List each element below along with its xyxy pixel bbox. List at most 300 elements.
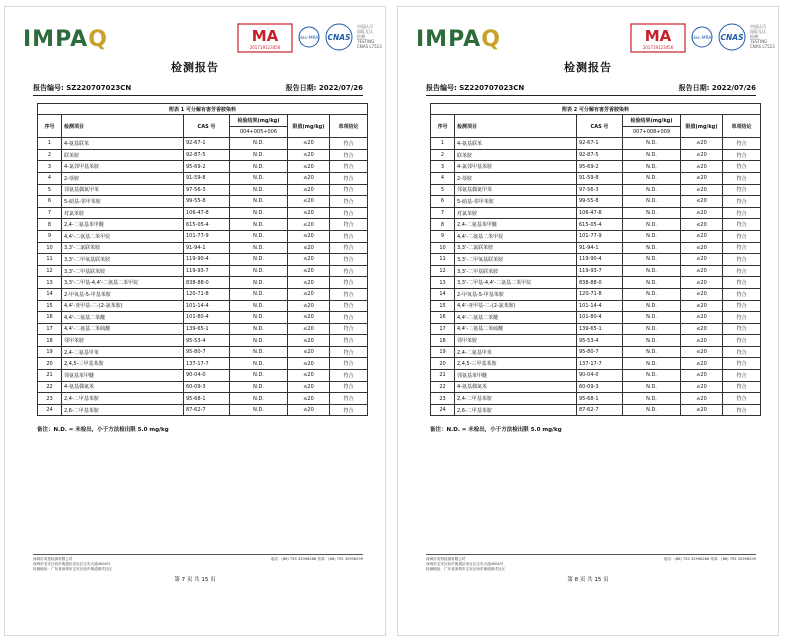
limit-value: ≤20 (681, 335, 723, 347)
logo-letter-q: Q (481, 27, 501, 52)
col-header-result: 检验结果(mg/kg) (230, 115, 288, 127)
footer-phone: 电话：(86) 755 32998288 传真：(86) 755 32998299 (663, 557, 756, 561)
report-meta (33, 83, 363, 95)
result-value: N.D. (623, 184, 681, 196)
cas-number: 91-59-8 (577, 172, 623, 184)
cert-caption-line: 检测 (750, 34, 758, 39)
cas-number: 139-65-1 (184, 323, 230, 335)
sample-ids: 004+005+006 (230, 126, 288, 138)
col-header-limit: 限值(mg/kg) (288, 115, 330, 138)
row-number: 16 (431, 312, 455, 324)
conclusion-value: 符合 (723, 161, 761, 173)
test-item: 2-萘胺 (455, 172, 577, 184)
result-value: N.D. (623, 288, 681, 300)
row-number: 3 (38, 161, 62, 173)
table-row (38, 381, 368, 393)
limit-value: ≤20 (288, 346, 330, 358)
conclusion-value: 符合 (723, 370, 761, 382)
cnas-text: CNAS (720, 33, 744, 42)
table-row (38, 358, 368, 370)
row-number: 17 (38, 323, 62, 335)
result-value: N.D. (623, 358, 681, 370)
row-number: 7 (38, 207, 62, 219)
table-row (431, 370, 761, 382)
row-number: 22 (38, 381, 62, 393)
cas-number: 101-14-4 (184, 300, 230, 312)
row-number: 9 (38, 230, 62, 242)
row-number: 23 (38, 393, 62, 405)
footer-line: 深圳市英柏检测有限公司 (33, 557, 73, 561)
test-item: 2,6-二甲基苯胺 (455, 404, 577, 416)
row-number: 18 (38, 335, 62, 347)
result-value: N.D. (230, 335, 288, 347)
ilac-logo (297, 23, 321, 53)
result-value: N.D. (230, 393, 288, 405)
test-item: 2,4-二甲基苯胺 (455, 393, 577, 405)
result-value: N.D. (230, 265, 288, 277)
limit-value: ≤20 (288, 393, 330, 405)
test-item: 2,4,5-三甲基苯胺 (455, 358, 577, 370)
cert-caption-line: 中国认可 (750, 24, 766, 29)
cas-number: 101-14-4 (577, 300, 623, 312)
table-row (38, 196, 368, 208)
table-row (38, 300, 368, 312)
cas-number: 119-90-4 (184, 254, 230, 266)
result-value: N.D. (230, 370, 288, 382)
row-number: 12 (38, 265, 62, 277)
limit-value: ≤20 (681, 288, 723, 300)
col-header-result: 检验结果(mg/kg) (623, 115, 681, 127)
test-item: 3,3'-二甲氧基联苯胺 (62, 254, 184, 266)
result-value: N.D. (623, 393, 681, 405)
test-item: 4-氨基偶氮苯 (62, 381, 184, 393)
test-item: 3,3'-二甲氧基联苯胺 (455, 254, 577, 266)
limit-value: ≤20 (288, 207, 330, 219)
limit-value: ≤20 (681, 230, 723, 242)
row-number: 17 (431, 323, 455, 335)
row-number: 2 (38, 149, 62, 161)
results-table (37, 103, 368, 416)
ma-code: 201719123456 (642, 45, 674, 50)
table-row (431, 277, 761, 289)
limit-value: ≤20 (681, 300, 723, 312)
result-value: N.D. (230, 277, 288, 289)
col-header-conclusion: 单项结论 (330, 115, 368, 138)
result-value: N.D. (623, 277, 681, 289)
cas-number: 139-65-1 (577, 323, 623, 335)
limit-value: ≤20 (288, 335, 330, 347)
result-value: N.D. (623, 230, 681, 242)
row-number: 3 (431, 161, 455, 173)
limit-value: ≤20 (681, 312, 723, 324)
limit-value: ≤20 (288, 149, 330, 161)
footer-phone: 电话：(86) 755 32998288 传真：(86) 755 32998299 (270, 557, 363, 561)
ma-cert-logo (237, 23, 293, 53)
test-item: 2-甲氧基-5-甲基苯胺 (62, 288, 184, 300)
table-row (38, 335, 368, 347)
page-number: 第 8 页 共 15 页 (567, 577, 609, 583)
test-item: 对氯苯胺 (455, 207, 577, 219)
row-number: 22 (431, 381, 455, 393)
test-item: 2,4-二氨基苯甲醚 (62, 219, 184, 231)
table-row (431, 207, 761, 219)
limit-value: ≤20 (681, 172, 723, 184)
ilac-text: ilac-MRA (692, 36, 712, 41)
test-item: 4,4'-二氨基二苯硫醚 (62, 323, 184, 335)
table-row (431, 346, 761, 358)
conclusion-value: 符合 (723, 184, 761, 196)
row-number: 20 (38, 358, 62, 370)
cas-number: 838-88-0 (577, 277, 623, 289)
row-number: 7 (431, 207, 455, 219)
result-value: N.D. (230, 138, 288, 150)
test-item: 邻甲苯胺 (62, 335, 184, 347)
conclusion-value: 符合 (330, 219, 368, 231)
col-header-cas: CAS 号 (184, 115, 230, 138)
cert-caption-line: TESTING (357, 39, 375, 44)
row-number: 4 (431, 172, 455, 184)
limit-value: ≤20 (288, 277, 330, 289)
table-row (38, 161, 368, 173)
ilac-text: ilac-MRA (299, 36, 319, 41)
cert-caption-line: CNAS L7523 (750, 44, 775, 49)
row-number: 14 (38, 288, 62, 300)
report-number: 报告编号: SZ220707023CN (426, 84, 525, 92)
footer-divider (33, 554, 363, 555)
conclusion-value: 符合 (330, 172, 368, 184)
conclusion-value: 符合 (723, 300, 761, 312)
conclusion-value: 符合 (723, 346, 761, 358)
conclusion-value: 符合 (723, 288, 761, 300)
limit-value: ≤20 (681, 184, 723, 196)
result-value: N.D. (230, 323, 288, 335)
limit-value: ≤20 (681, 219, 723, 231)
table-row (431, 172, 761, 184)
result-value: N.D. (230, 288, 288, 300)
conclusion-value: 符合 (330, 312, 368, 324)
cas-number: 101-80-4 (184, 312, 230, 324)
report-date: 报告日期: 2022/07/26 (285, 84, 363, 92)
table-row (431, 242, 761, 254)
table-header-row (38, 115, 368, 127)
test-item: 对氯苯胺 (62, 207, 184, 219)
table-row (431, 404, 761, 416)
ma-code: 201719123456 (249, 45, 281, 50)
conclusion-value: 符合 (723, 393, 761, 405)
result-value: N.D. (623, 207, 681, 219)
col-header-limit: 限值(mg/kg) (681, 115, 723, 138)
cert-caption (357, 24, 385, 49)
result-value: N.D. (623, 335, 681, 347)
impaq-logo: IMPAQ (416, 27, 501, 52)
footer-line: 检测地址：广东省深圳市宝安区西乡街道固戍社区 (426, 567, 506, 572)
result-value: N.D. (230, 346, 288, 358)
cnas-text: CNAS (327, 33, 351, 42)
result-value: N.D. (623, 161, 681, 173)
test-item: 2,4-二甲基苯胺 (62, 393, 184, 405)
report-page-7 (4, 6, 386, 636)
table-row (38, 265, 368, 277)
table-row (431, 335, 761, 347)
conclusion-value: 符合 (723, 254, 761, 266)
report-title: 检测报告 (171, 61, 219, 74)
table-row (431, 265, 761, 277)
limit-value: ≤20 (288, 312, 330, 324)
table-row (38, 149, 368, 161)
conclusion-value: 符合 (330, 370, 368, 382)
limit-value: ≤20 (681, 161, 723, 173)
table-caption: 附表 1 可分解有害芳香胺染料 (38, 104, 368, 115)
cas-number: 119-93-7 (577, 265, 623, 277)
cas-number: 95-69-2 (577, 161, 623, 173)
cas-number: 97-56-3 (184, 184, 230, 196)
limit-value: ≤20 (288, 381, 330, 393)
result-value: N.D. (623, 404, 681, 416)
test-item: 4-氯邻甲基苯胺 (455, 161, 577, 173)
table-row (38, 254, 368, 266)
row-number: 8 (431, 219, 455, 231)
row-number: 23 (431, 393, 455, 405)
table-row (431, 184, 761, 196)
row-number: 19 (431, 346, 455, 358)
results-table (430, 103, 761, 416)
limit-value: ≤20 (681, 277, 723, 289)
table-row (431, 358, 761, 370)
result-value: N.D. (230, 196, 288, 208)
test-item: 邻氨基苯甲醚 (62, 370, 184, 382)
cas-number: 838-88-0 (184, 277, 230, 289)
result-value: N.D. (623, 312, 681, 324)
test-item: 3,3'-二氯联苯胺 (62, 242, 184, 254)
limit-value: ≤20 (681, 149, 723, 161)
table-header-row (431, 115, 761, 127)
table-row (431, 138, 761, 150)
limit-value: ≤20 (288, 370, 330, 382)
limit-value: ≤20 (288, 172, 330, 184)
result-value: N.D. (623, 219, 681, 231)
cas-number: 92-67-1 (184, 138, 230, 150)
row-number: 21 (38, 370, 62, 382)
table-row (38, 172, 368, 184)
conclusion-value: 符合 (330, 184, 368, 196)
cas-number: 91-94-1 (577, 242, 623, 254)
limit-value: ≤20 (288, 265, 330, 277)
limit-value: ≤20 (681, 381, 723, 393)
col-header-conclusion: 单项结论 (723, 115, 761, 138)
page-number: 第 7 页 共 15 页 (174, 577, 216, 583)
cert-caption-line: 中国认可 (357, 24, 373, 29)
table-row (38, 312, 368, 324)
test-item: 4,4'-亚甲基-二-(2-氯苯胺) (62, 300, 184, 312)
cnas-logo (323, 23, 355, 53)
conclusion-value: 符合 (723, 277, 761, 289)
conclusion-value: 符合 (723, 335, 761, 347)
result-value: N.D. (623, 300, 681, 312)
cas-number: 95-68-1 (577, 393, 623, 405)
cas-number: 95-80-7 (184, 346, 230, 358)
result-value: N.D. (623, 149, 681, 161)
cas-number: 95-69-2 (184, 161, 230, 173)
ma-text: MA (251, 27, 279, 45)
footer-divider (426, 554, 756, 555)
cas-number: 119-90-4 (577, 254, 623, 266)
limit-value: ≤20 (288, 300, 330, 312)
conclusion-value: 符合 (723, 196, 761, 208)
remark-note: 备注：N.D. = 未检出，小于方法检出限 5.0 mg/kg (37, 427, 169, 433)
table-row (431, 254, 761, 266)
limit-value: ≤20 (288, 230, 330, 242)
limit-value: ≤20 (288, 138, 330, 150)
table-row (38, 346, 368, 358)
row-number: 15 (431, 300, 455, 312)
table-row (38, 138, 368, 150)
cas-number: 99-55-8 (184, 196, 230, 208)
limit-value: ≤20 (681, 393, 723, 405)
conclusion-value: 符合 (330, 404, 368, 416)
cas-number: 120-71-8 (577, 288, 623, 300)
limit-value: ≤20 (288, 219, 330, 231)
test-item: 2-萘胺 (62, 172, 184, 184)
footer-line: 检测地址：广东省深圳市宝安区西乡街道固戍社区 (33, 567, 113, 572)
report-page-8 (397, 6, 779, 636)
test-item: 邻氨基苯甲醚 (455, 370, 577, 382)
row-number: 20 (431, 358, 455, 370)
cas-number: 92-67-1 (577, 138, 623, 150)
result-value: N.D. (623, 323, 681, 335)
row-number: 1 (38, 138, 62, 150)
cas-number: 119-93-7 (184, 265, 230, 277)
cert-caption (750, 24, 778, 49)
limit-value: ≤20 (681, 358, 723, 370)
conclusion-value: 符合 (723, 207, 761, 219)
cert-caption-line: 国际互认 (750, 29, 766, 34)
table-row (38, 404, 368, 416)
footer-address (426, 557, 505, 573)
test-item: 4,4'-二氨基二苯醚 (62, 312, 184, 324)
test-item: 2,4-二氨基甲苯 (62, 346, 184, 358)
row-number: 13 (38, 277, 62, 289)
result-value: N.D. (623, 138, 681, 150)
footer-line: 深圳市宝安区西乡街道臣田社区宝安大道4004号 (33, 562, 111, 567)
table-row (38, 207, 368, 219)
cas-number: 92-87-5 (184, 149, 230, 161)
table-row (431, 196, 761, 208)
row-number: 8 (38, 219, 62, 231)
table-row (38, 230, 368, 242)
conclusion-value: 符合 (723, 358, 761, 370)
cas-number: 137-17-7 (577, 358, 623, 370)
limit-value: ≤20 (681, 265, 723, 277)
limit-value: ≤20 (288, 242, 330, 254)
cnas-logo (716, 23, 748, 53)
limit-value: ≤20 (288, 184, 330, 196)
result-value: N.D. (230, 381, 288, 393)
conclusion-value: 符合 (330, 288, 368, 300)
result-value: N.D. (623, 172, 681, 184)
conclusion-value: 符合 (330, 265, 368, 277)
test-item: 3,3'-二甲基联苯胺 (455, 265, 577, 277)
row-number: 10 (431, 242, 455, 254)
test-item: 邻甲苯胺 (455, 335, 577, 347)
test-item: 3,3'-二甲基-4,4'-二氨基二苯甲烷 (62, 277, 184, 289)
test-item: 4-氯邻甲基苯胺 (62, 161, 184, 173)
ilac-logo (690, 23, 714, 53)
test-item: 联苯胺 (62, 149, 184, 161)
test-item: 2,6-二甲基苯胺 (62, 404, 184, 416)
table-row (38, 184, 368, 196)
limit-value: ≤20 (288, 404, 330, 416)
conclusion-value: 符合 (723, 265, 761, 277)
result-value: N.D. (623, 381, 681, 393)
cas-number: 87-62-7 (184, 404, 230, 416)
limit-value: ≤20 (288, 161, 330, 173)
test-item: 5-硝基-邻甲苯胺 (62, 196, 184, 208)
result-value: N.D. (230, 184, 288, 196)
ma-text: MA (644, 27, 672, 45)
test-item: 4,4'-二氨基二苯甲烷 (455, 230, 577, 242)
table-row (431, 381, 761, 393)
row-number: 24 (38, 404, 62, 416)
row-number: 2 (431, 149, 455, 161)
row-number: 15 (38, 300, 62, 312)
test-item: 5-硝基-邻甲苯胺 (455, 196, 577, 208)
table-caption-row (38, 104, 368, 115)
cas-number: 97-56-3 (577, 184, 623, 196)
footer-address (33, 557, 112, 573)
limit-value: ≤20 (288, 288, 330, 300)
table-row (38, 288, 368, 300)
report-number: 报告编号: SZ220707023CN (33, 84, 132, 92)
cas-number: 615-05-4 (184, 219, 230, 231)
result-value: N.D. (623, 242, 681, 254)
conclusion-value: 符合 (723, 149, 761, 161)
result-value: N.D. (623, 196, 681, 208)
result-value: N.D. (623, 265, 681, 277)
row-number: 24 (431, 404, 455, 416)
table-row (431, 323, 761, 335)
ma-cert-logo (630, 23, 686, 53)
row-number: 11 (38, 254, 62, 266)
report-meta (426, 83, 756, 95)
row-number: 12 (431, 265, 455, 277)
cas-number: 87-62-7 (577, 404, 623, 416)
result-value: N.D. (230, 161, 288, 173)
row-number: 10 (38, 242, 62, 254)
test-item: 3,3'-二氯联苯胺 (455, 242, 577, 254)
sample-ids: 007+008+009 (623, 126, 681, 138)
limit-value: ≤20 (681, 207, 723, 219)
cas-number: 99-55-8 (577, 196, 623, 208)
conclusion-value: 符合 (330, 277, 368, 289)
cas-number: 101-77-9 (184, 230, 230, 242)
cas-number: 101-77-9 (577, 230, 623, 242)
cert-caption-line: CNAS L7523 (357, 44, 382, 49)
limit-value: ≤20 (681, 242, 723, 254)
result-value: N.D. (623, 370, 681, 382)
cas-number: 615-05-4 (577, 219, 623, 231)
test-item: 4,4'-亚甲基-二-(2-氯苯胺) (455, 300, 577, 312)
conclusion-value: 符合 (723, 381, 761, 393)
conclusion-value: 符合 (723, 404, 761, 416)
cas-number: 106-47-8 (184, 207, 230, 219)
conclusion-value: 符合 (330, 358, 368, 370)
conclusion-value: 符合 (330, 393, 368, 405)
table-row (431, 312, 761, 324)
table-row (38, 323, 368, 335)
header-divider (33, 95, 363, 96)
result-value: N.D. (230, 358, 288, 370)
test-item: 4,4'-二氨基二苯甲烷 (62, 230, 184, 242)
